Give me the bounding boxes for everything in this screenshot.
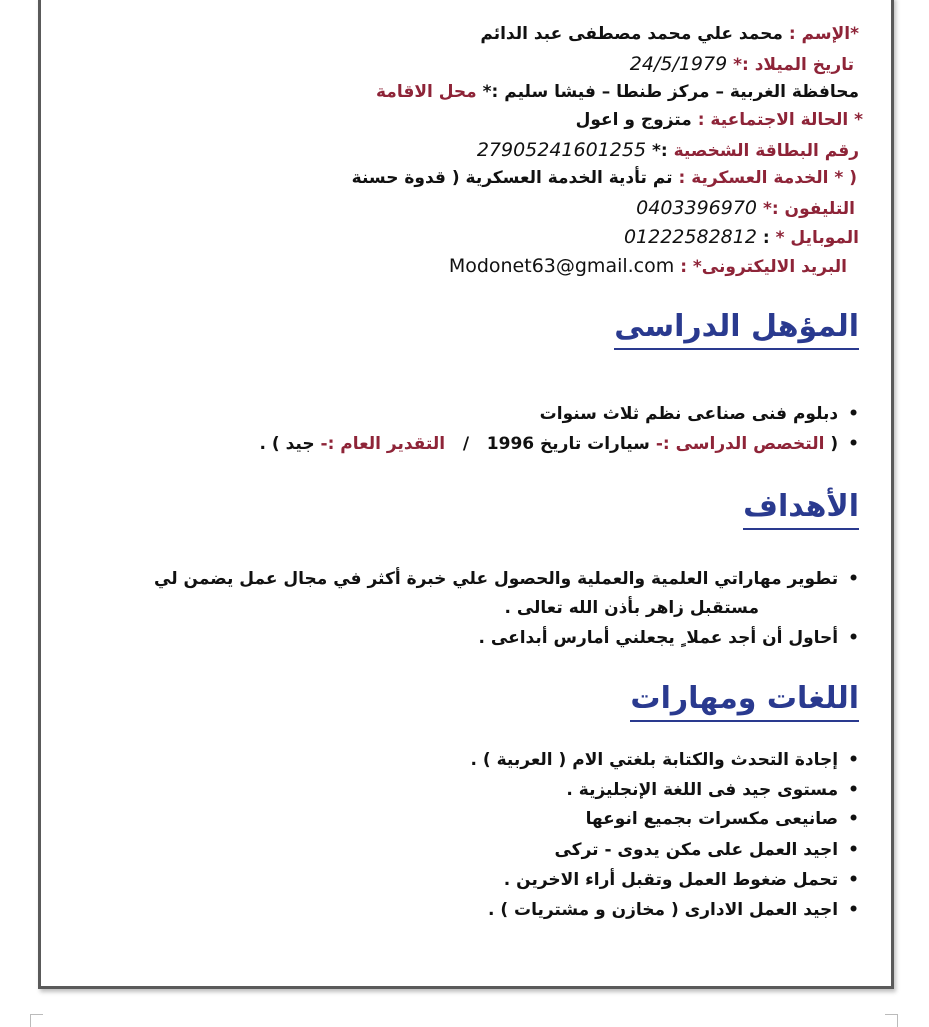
marital-value: متزوج و اعول [575,110,692,130]
skills-line: صانيعى مكسرات بجميع انوعها [585,809,839,829]
goals-item-2 [479,626,859,650]
goals-item-1-cont [504,596,759,620]
skills-line: مستوى جيد فى اللغة الإنجليزية . [566,780,839,800]
id-star: :* [651,141,668,161]
marital-line [576,108,863,132]
id-label: رقم البطاقة الشخصية [673,141,859,161]
birth-value: 24/5/1979 [629,53,728,75]
skills-line: اجيد العمل الادارى ( مخازن و مشتريات ) . [487,900,839,920]
phone-value: 0403396970 [636,197,758,219]
name-line [480,22,859,46]
skills-heading: اللغات ومهارات [630,680,859,722]
goals-line-2: أحاول أن أجد عملا ٍ يجعلني أمارس أبداعى . [478,628,839,648]
grade-label: التقدير العام :- [320,434,446,454]
skills-item-1 [471,748,859,772]
page-corner-mark [30,1014,43,1027]
skills-item-2 [566,778,859,802]
bullet-icon: • [848,809,859,829]
birth-line [630,52,854,77]
name-label: *الإسم : [788,24,859,44]
residence-line [376,80,859,104]
education-line-1: دبلوم فنى صناعى نظم ثلاث سنوات [539,404,839,424]
bullet-icon: • [848,840,859,860]
residence-label: محل الاقامة [375,82,477,102]
bullet-icon: • [848,434,859,454]
military-line [352,166,857,190]
residence-value: محافظة الغربية – مركز طنطا – فيشا سليم [504,82,859,102]
mobile-value: 01222582812 [623,226,757,248]
specialization-label: التخصص الدراسى :- [655,434,825,454]
education-item-1 [540,402,859,426]
skills-item-3 [586,807,859,831]
bullet-icon: • [848,569,859,589]
id-value: 27905241601255 [476,139,647,161]
skills-item-4 [554,838,859,862]
bullet-icon: • [848,404,859,424]
goals-line-1: تطوير مهاراتي العلمية والعملية والحصول علي خبرة أكثر في مجال عمل يضمن لي [154,569,839,589]
mobile-line [624,225,859,250]
mobile-sep: : [762,228,770,248]
skills-item-5 [504,868,859,892]
skills-line: تحمل ضغوط العمل وتقبل أراء الاخرين . [503,870,839,890]
skills-line: اجيد العمل على مكن يدوى - تركى [554,840,839,860]
goals-item-1 [154,567,859,591]
skills-item-6 [488,898,859,922]
phone-label: التليفون :* [762,199,855,219]
email-line [449,254,847,279]
military-value: تم تأدية الخدمة العسكرية ( قدوة حسنة [351,168,673,188]
bullet-icon: • [848,750,859,770]
skills-line: إجادة التحدث والكتابة بلغتي الام ( العربية ) . [470,750,839,770]
specialization-value: سيارات تاريخ 1996 [486,434,650,454]
bullet-icon: • [848,628,859,648]
email-label: البريد الاليكترونى* : [680,257,847,277]
mobile-label: الموبايل * [775,228,859,248]
birth-label: تاريخ الميلاد :* [733,55,854,75]
email-value[interactable]: Modonet63@gmail.com [448,255,675,277]
goals-line-1-cont: مستقبل زاهر بأذن الله تعالى . [504,598,759,618]
id-line [477,138,859,163]
education-heading: المؤهل الدراسى [614,308,859,350]
bullet-icon: • [848,900,859,920]
grade-value: جيد ) . [259,434,315,454]
education-open: ( [830,434,839,454]
education-separator: / [462,434,470,454]
military-label: ( * الخدمة العسكرية : [678,168,857,188]
bullet-icon: • [848,780,859,800]
phone-line [636,196,855,221]
goals-heading: الأهداف [743,488,859,530]
name-value: محمد علي محمد مصطفى عبد الدائم [480,24,783,44]
marital-label: * الحالة الاجتماعية : [697,110,863,130]
education-item-2 [260,432,859,456]
bullet-icon: • [848,870,859,890]
page-corner-mark [885,1014,898,1027]
residence-star: :* [482,82,499,102]
